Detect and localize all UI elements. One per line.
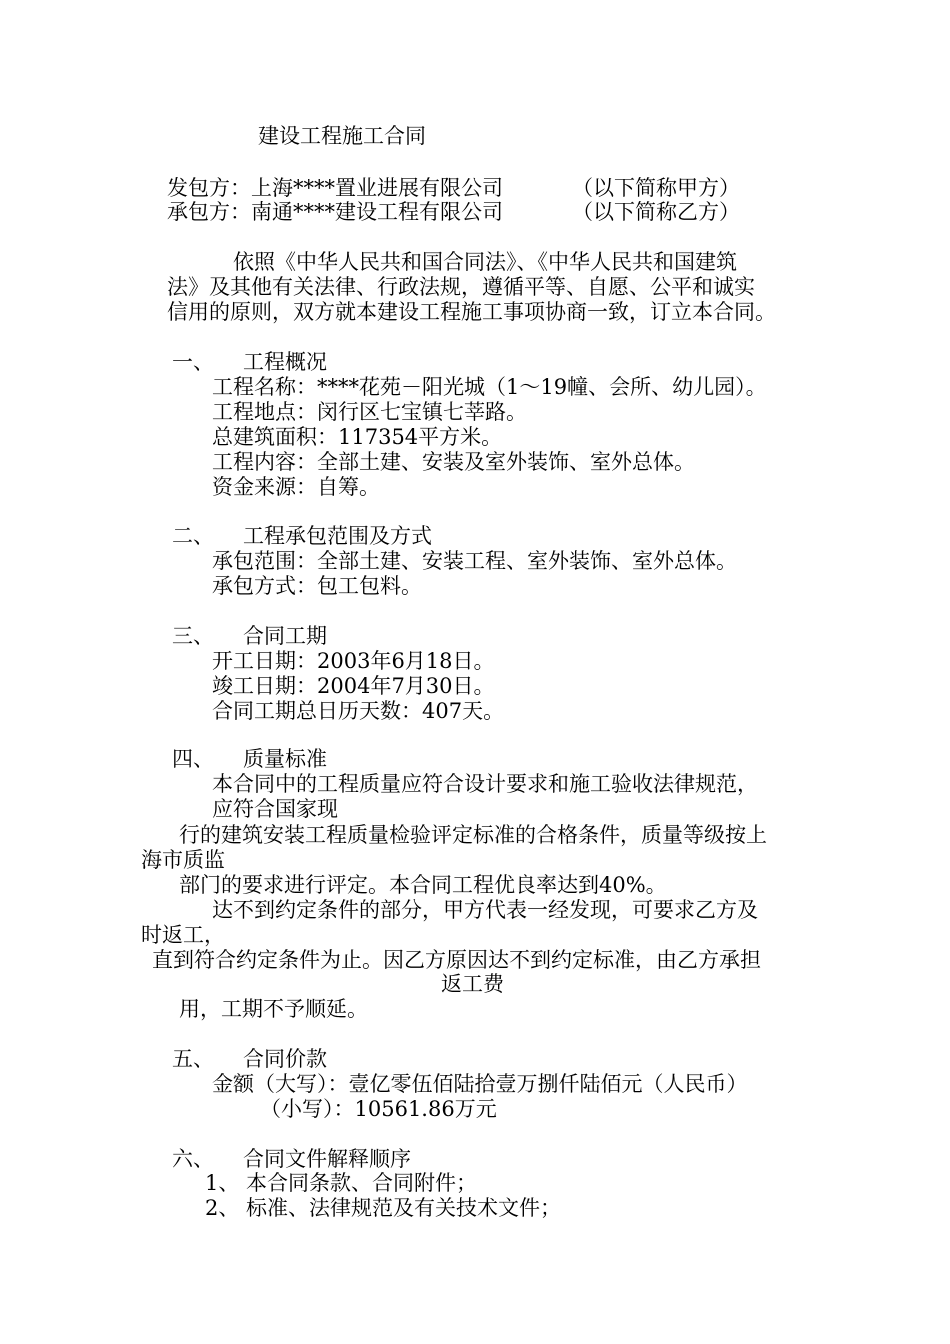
section-line: 金额（大写）：壹亿零伍佰陆拾壹万捌仟陆佰元（人民币） [212,1072,748,1096]
section-number: 三、 [172,624,214,648]
party-a-alias: （以下简称甲方） [572,176,740,200]
section-line: 达不到约定条件的部分，甲方代表一经发现，可要求乙方及 [212,898,758,922]
section-heading: 合同工期 [243,624,327,648]
section-line: 总建筑面积：117354平方米。 [212,425,503,449]
section-line: 应符合国家现 [212,797,338,821]
party-b-alias: （以下简称乙方） [572,200,740,224]
section-line: 行的建筑安装工程质量检验评定标准的合格条件，质量等级按上 [179,823,767,847]
section-number: 六、 [172,1147,214,1171]
section-line: 开工日期：2003年6月18日。 [212,649,495,673]
section-line: 时返工， [141,923,225,947]
section-line: 部门的要求进行评定。本合同工程优良率达到40%。 [179,873,667,897]
section-number: 二、 [172,524,214,548]
section-heading: 工程概况 [243,350,327,374]
section-line: 工程名称：****花苑－阳光城（1～19幢、会所、幼儿园）。 [212,375,767,399]
section-line: 承包范围：全部土建、安装工程、室外装饰、室外总体。 [212,549,737,573]
section-number: 五、 [172,1047,214,1071]
section-line: 资金来源：自筹。 [212,475,380,499]
section-line: 直到符合约定条件为止。因乙方原因达不到约定标准，由乙方承担 [152,948,761,972]
section-heading: 合同文件解释顺序 [243,1147,411,1171]
section-line: 1、 本合同条款、合同附件； [205,1171,478,1195]
intro-line: 法》及其他有关法律、行政法规，遵循平等、自愿、公平和诚实 [167,275,755,299]
section-line: 工程内容：全部土建、安装及室外装饰、室外总体。 [212,450,695,474]
party-a-label: 发包方：上海****置业进展有限公司 [167,176,503,200]
section-number: 四、 [172,747,214,771]
section-line: 用，工期不予顺延。 [179,997,368,1021]
section-heading: 工程承包范围及方式 [243,524,432,548]
intro-line: 依照《中华人民共和国合同法》、《中华人民共和国建筑 [233,250,737,274]
section-number: 一、 [172,350,214,374]
section-line: 工程地点：闵行区七宝镇七莘路。 [212,400,527,424]
section-line: 海市质监 [141,848,225,872]
document-title: 建设工程施工合同 [258,124,426,148]
party-b-label: 承包方：南通****建设工程有限公司 [167,200,503,224]
section-line: 返工费 [441,972,504,996]
section-line: 2、 标准、法律规范及有关技术文件； [205,1196,562,1220]
section-line: 本合同中的工程质量应符合设计要求和施工验收法律规范， [212,772,758,796]
section-line: 竣工日期：2004年7月30日。 [212,674,495,698]
intro-line: 信用的原则，双方就本建设工程施工事项协商一致，订立本合同。 [167,300,776,324]
section-line: 合同工期总日历天数：407天。 [212,699,505,723]
section-line: 承包方式：包工包料。 [212,574,422,598]
section-heading: 合同价款 [243,1047,327,1071]
section-line: （小写）：10561.86万元 [260,1097,497,1121]
section-heading: 质量标准 [243,747,327,771]
